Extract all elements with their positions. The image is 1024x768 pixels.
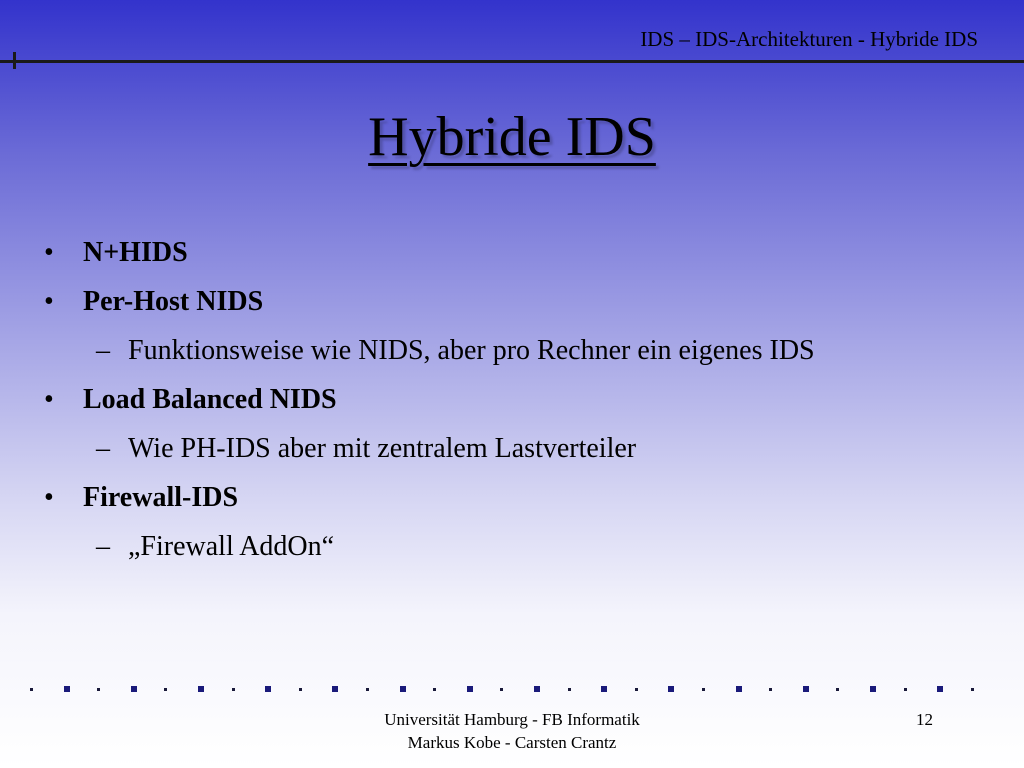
decorative-dot <box>265 686 271 692</box>
bullet-item <box>0 473 1024 522</box>
sub-bullet-marker: – <box>96 433 110 464</box>
slide-header-breadcrumb: IDS – IDS-Architekturen - Hybride IDS <box>640 27 978 51</box>
sub-bullet-text: Wie PH-IDS aber mit zentralem Lastverteiler <box>128 433 637 464</box>
bullet-text: N+HIDS <box>83 237 188 268</box>
bullet-text: Firewall-IDS <box>83 482 239 513</box>
decorative-dot <box>64 686 70 692</box>
decorative-dot <box>803 686 809 692</box>
decorative-dot <box>668 686 674 692</box>
page-number: 12 <box>916 710 933 729</box>
decorative-dot-row <box>0 684 1024 696</box>
bullet-item <box>0 375 1024 424</box>
decorative-dot <box>131 686 137 692</box>
decorative-dot <box>736 686 742 692</box>
decorative-dot <box>366 688 369 691</box>
bullet-list <box>0 228 1024 571</box>
bullet-marker: • <box>44 384 54 415</box>
decorative-dot <box>870 686 876 692</box>
bullet-marker: • <box>44 237 54 268</box>
decorative-dot <box>97 688 100 691</box>
decorative-dot <box>702 688 705 691</box>
sub-bullet-marker: – <box>96 531 110 562</box>
slide-footer <box>0 708 1024 754</box>
decorative-dot <box>30 688 33 691</box>
decorative-dot <box>164 688 167 691</box>
slide-title: Hybride IDS <box>368 106 656 168</box>
footer-authors: Markus Kobe - Carsten Crantz <box>407 733 617 752</box>
decorative-dot <box>467 686 473 692</box>
decorative-dot <box>635 688 638 691</box>
decorative-dot <box>232 688 235 691</box>
header-rule <box>0 60 1024 63</box>
decorative-dot <box>904 688 907 691</box>
bullet-marker: • <box>44 482 54 513</box>
decorative-dot <box>400 686 406 692</box>
sub-bullet-item <box>0 522 1024 571</box>
sub-bullet-marker: – <box>96 335 110 366</box>
decorative-dot <box>971 688 974 691</box>
bullet-item <box>0 277 1024 326</box>
footer-institution: Universität Hamburg - FB Informatik <box>384 710 640 729</box>
decorative-dot <box>500 688 503 691</box>
decorative-dot <box>198 686 204 692</box>
decorative-dot <box>299 688 302 691</box>
decorative-dot <box>433 688 436 691</box>
bullet-marker: • <box>44 286 54 317</box>
bullet-text: Per-Host NIDS <box>83 286 264 317</box>
decorative-dot <box>568 688 571 691</box>
sub-bullet-item <box>0 326 1024 375</box>
sub-bullet-text: Funktionsweise wie NIDS, aber pro Rechner ein eigenes IDS <box>128 335 815 366</box>
sub-bullet-item <box>0 424 1024 473</box>
decorative-dot <box>332 686 338 692</box>
decorative-dot <box>937 686 943 692</box>
decorative-dot <box>769 688 772 691</box>
decorative-dot <box>601 686 607 692</box>
corner-mark <box>13 52 16 69</box>
bullet-text: Load Balanced NIDS <box>83 384 337 415</box>
decorative-dot <box>836 688 839 691</box>
decorative-dot <box>534 686 540 692</box>
bullet-item <box>0 228 1024 277</box>
sub-bullet-text: „Firewall AddOn“ <box>128 531 335 562</box>
